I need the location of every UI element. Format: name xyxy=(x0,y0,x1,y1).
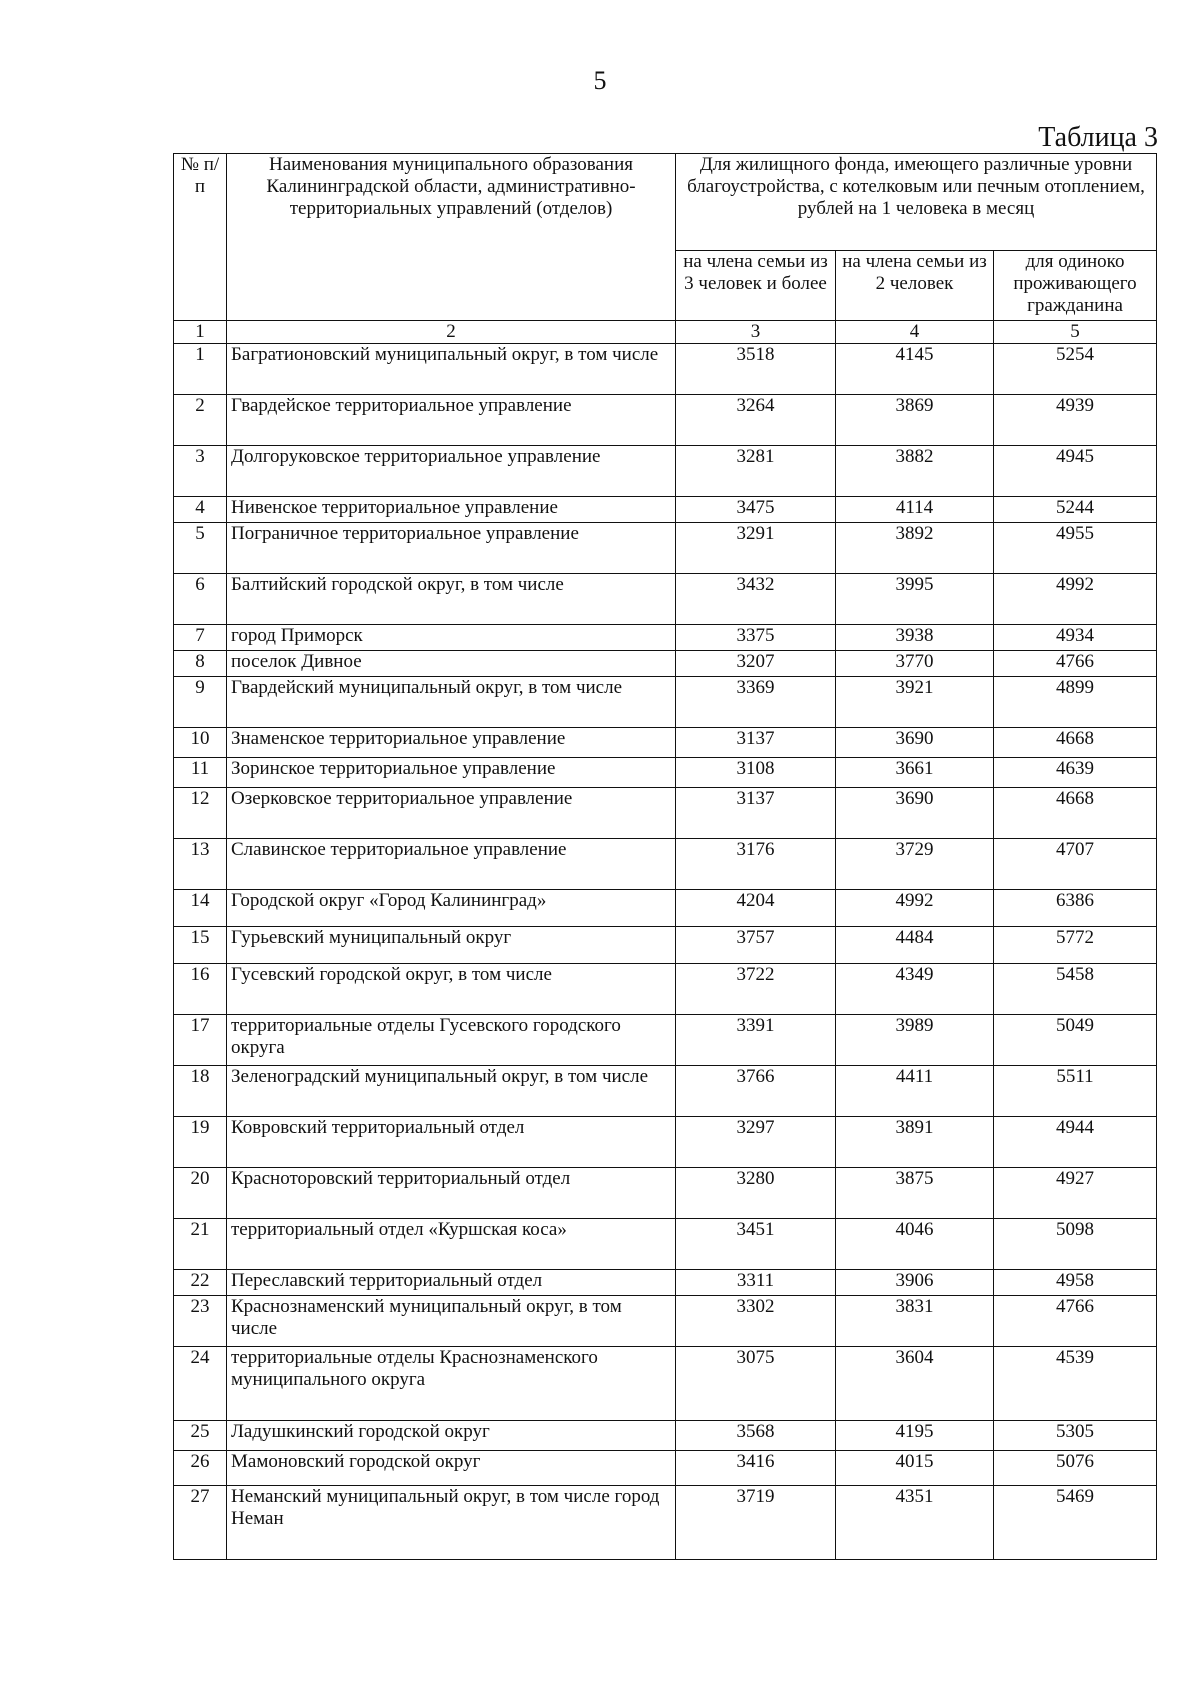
table-row xyxy=(174,890,1157,927)
row-value-single: 4992 xyxy=(994,574,1157,625)
row-value-family-3: 3432 xyxy=(676,574,836,625)
row-value-family-2: 4145 xyxy=(836,344,994,395)
page-number: 5 xyxy=(593,66,607,95)
header-number: № п/п xyxy=(174,154,227,321)
row-value-family-2: 3875 xyxy=(836,1168,994,1219)
row-number: 22 xyxy=(174,1270,227,1296)
row-name: территориальные отделы Краснознаменского муниципального округа xyxy=(227,1347,676,1421)
row-value-family-3: 3719 xyxy=(676,1486,836,1560)
table-row xyxy=(174,574,1157,625)
row-name: территориальные отделы Гусевского городского округа xyxy=(227,1015,676,1066)
table-row xyxy=(174,446,1157,497)
row-value-single: 4899 xyxy=(994,677,1157,728)
row-value-single: 4944 xyxy=(994,1117,1157,1168)
row-value-family-2: 4046 xyxy=(836,1219,994,1270)
table-row xyxy=(174,523,1157,574)
row-value-family-2: 4195 xyxy=(836,1421,994,1451)
row-value-family-3: 3757 xyxy=(676,927,836,964)
row-name: Мамоновский городской округ xyxy=(227,1451,676,1486)
row-value-single: 5305 xyxy=(994,1421,1157,1451)
row-value-single: 5076 xyxy=(994,1451,1157,1486)
row-value-single: 4539 xyxy=(994,1347,1157,1421)
table-row xyxy=(174,728,1157,758)
row-number: 12 xyxy=(174,788,227,839)
row-number: 5 xyxy=(174,523,227,574)
row-number: 21 xyxy=(174,1219,227,1270)
row-name: город Приморск xyxy=(227,625,676,651)
row-value-single: 4668 xyxy=(994,728,1157,758)
row-value-family-2: 4114 xyxy=(836,497,994,523)
row-number: 2 xyxy=(174,395,227,446)
row-name: Гусевский городской округ, в том числе xyxy=(227,964,676,1015)
column-index: 5 xyxy=(994,321,1157,344)
row-value-single: 5772 xyxy=(994,927,1157,964)
row-value-single: 4939 xyxy=(994,395,1157,446)
row-value-single: 4927 xyxy=(994,1168,1157,1219)
row-value-family-2: 4015 xyxy=(836,1451,994,1486)
row-number: 3 xyxy=(174,446,227,497)
row-value-family-2: 3938 xyxy=(836,625,994,651)
row-number: 4 xyxy=(174,497,227,523)
row-value-family-3: 3075 xyxy=(676,1347,836,1421)
row-name: Нивенское территориальное управление xyxy=(227,497,676,523)
row-value-family-3: 3137 xyxy=(676,728,836,758)
row-number: 16 xyxy=(174,964,227,1015)
table-row xyxy=(174,1168,1157,1219)
row-number: 1 xyxy=(174,344,227,395)
row-name: Зеленоградский муниципальный округ, в том числе xyxy=(227,1066,676,1117)
table-row xyxy=(174,1117,1157,1168)
row-value-single: 5254 xyxy=(994,344,1157,395)
row-value-family-2: 3892 xyxy=(836,523,994,574)
row-number: 15 xyxy=(174,927,227,964)
row-value-family-2: 3661 xyxy=(836,758,994,788)
row-number: 23 xyxy=(174,1296,227,1347)
row-name: территориальный отдел «Куршская коса» xyxy=(227,1219,676,1270)
row-name: Зоринское территориальное управление xyxy=(227,758,676,788)
row-value-family-2: 3831 xyxy=(836,1296,994,1347)
row-value-single: 5049 xyxy=(994,1015,1157,1066)
row-number: 17 xyxy=(174,1015,227,1066)
row-value-family-3: 3391 xyxy=(676,1015,836,1066)
row-value-single: 4934 xyxy=(994,625,1157,651)
row-value-single: 4707 xyxy=(994,839,1157,890)
table-row xyxy=(174,651,1157,677)
row-value-family-2: 4411 xyxy=(836,1066,994,1117)
row-value-single: 4958 xyxy=(994,1270,1157,1296)
row-value-family-3: 4204 xyxy=(676,890,836,927)
row-number: 19 xyxy=(174,1117,227,1168)
header-single: для одиноко проживающего гражданина xyxy=(994,251,1157,321)
table-row xyxy=(174,344,1157,395)
row-name: Краснознаменский муниципальный округ, в том числе xyxy=(227,1296,676,1347)
row-value-family-2: 4351 xyxy=(836,1486,994,1560)
row-name: Пограничное территориальное управление xyxy=(227,523,676,574)
column-index: 1 xyxy=(174,321,227,344)
row-number: 13 xyxy=(174,839,227,890)
row-number: 10 xyxy=(174,728,227,758)
row-value-family-3: 3766 xyxy=(676,1066,836,1117)
row-value-family-2: 3882 xyxy=(836,446,994,497)
table-row xyxy=(174,677,1157,728)
column-index: 4 xyxy=(836,321,994,344)
row-number: 6 xyxy=(174,574,227,625)
row-name: Славинское территориальное управление xyxy=(227,839,676,890)
row-name: Багратионовский муниципальный округ, в том числе xyxy=(227,344,676,395)
row-value-family-2: 3869 xyxy=(836,395,994,446)
row-value-family-3: 3375 xyxy=(676,625,836,651)
row-name: Озерковское территориальное управление xyxy=(227,788,676,839)
row-value-single: 4668 xyxy=(994,788,1157,839)
row-name: Гурьевский муниципальный округ xyxy=(227,927,676,964)
row-value-family-3: 3518 xyxy=(676,344,836,395)
row-value-family-2: 3989 xyxy=(836,1015,994,1066)
row-value-family-3: 3722 xyxy=(676,964,836,1015)
table-row xyxy=(174,497,1157,523)
row-value-family-3: 3281 xyxy=(676,446,836,497)
row-value-family-2: 3995 xyxy=(836,574,994,625)
row-name: Ковровский территориальный отдел xyxy=(227,1117,676,1168)
table-row xyxy=(174,1296,1157,1347)
row-number: 18 xyxy=(174,1066,227,1117)
row-value-single: 6386 xyxy=(994,890,1157,927)
row-value-family-2: 3921 xyxy=(836,677,994,728)
row-value-family-3: 3207 xyxy=(676,651,836,677)
row-value-single: 4639 xyxy=(994,758,1157,788)
table-row xyxy=(174,964,1157,1015)
row-name: Переславский территориальный отдел xyxy=(227,1270,676,1296)
table-row xyxy=(174,758,1157,788)
row-name: Красноторовский территориальный отдел xyxy=(227,1168,676,1219)
row-value-family-3: 3369 xyxy=(676,677,836,728)
row-value-family-3: 3297 xyxy=(676,1117,836,1168)
row-number: 24 xyxy=(174,1347,227,1421)
table-row xyxy=(174,625,1157,651)
row-name: Балтийский городской округ, в том числе xyxy=(227,574,676,625)
row-value-family-2: 4349 xyxy=(836,964,994,1015)
table-row xyxy=(174,1486,1157,1560)
row-number: 25 xyxy=(174,1421,227,1451)
table-row xyxy=(174,927,1157,964)
row-name: Городской округ «Город Калининград» xyxy=(227,890,676,927)
row-value-family-3: 3280 xyxy=(676,1168,836,1219)
header-family-2: на члена семьи из 2 человек xyxy=(836,251,994,321)
row-number: 7 xyxy=(174,625,227,651)
row-name: Ладушкинский городской округ xyxy=(227,1421,676,1451)
row-value-family-3: 3475 xyxy=(676,497,836,523)
row-value-single: 4766 xyxy=(994,1296,1157,1347)
row-value-single: 4945 xyxy=(994,446,1157,497)
column-index: 3 xyxy=(676,321,836,344)
row-value-family-2: 3690 xyxy=(836,728,994,758)
row-value-single: 4955 xyxy=(994,523,1157,574)
row-value-family-3: 3137 xyxy=(676,788,836,839)
row-value-family-3: 3176 xyxy=(676,839,836,890)
row-number: 8 xyxy=(174,651,227,677)
row-value-family-3: 3416 xyxy=(676,1451,836,1486)
table-row xyxy=(174,788,1157,839)
row-value-family-2: 3729 xyxy=(836,839,994,890)
table-row xyxy=(174,1347,1157,1421)
row-number: 14 xyxy=(174,890,227,927)
row-name: Долгоруковское территориальное управление xyxy=(227,446,676,497)
row-value-family-3: 3451 xyxy=(676,1219,836,1270)
row-value-family-3: 3291 xyxy=(676,523,836,574)
row-value-single: 4766 xyxy=(994,651,1157,677)
table-row xyxy=(174,395,1157,446)
row-value-single: 5244 xyxy=(994,497,1157,523)
row-value-family-3: 3311 xyxy=(676,1270,836,1296)
row-value-single: 5469 xyxy=(994,1486,1157,1560)
row-value-family-2: 3604 xyxy=(836,1347,994,1421)
row-name: Знаменское территориальное управление xyxy=(227,728,676,758)
row-value-single: 5511 xyxy=(994,1066,1157,1117)
table-row xyxy=(174,1219,1157,1270)
table-row xyxy=(174,1066,1157,1117)
row-value-family-3: 3264 xyxy=(676,395,836,446)
table-row xyxy=(174,839,1157,890)
row-value-family-3: 3568 xyxy=(676,1421,836,1451)
row-number: 11 xyxy=(174,758,227,788)
row-number: 20 xyxy=(174,1168,227,1219)
row-value-family-3: 3108 xyxy=(676,758,836,788)
tariff-table xyxy=(173,153,1157,1560)
header-group: Для жилищного фонда, имеющего различные уровни благоустройства, с котелковым или печным отоплением, рублей на 1 человека в месяц xyxy=(676,154,1157,251)
table-caption: Таблица 3 xyxy=(1038,122,1158,153)
row-number: 27 xyxy=(174,1486,227,1560)
row-number: 9 xyxy=(174,677,227,728)
row-name: Неманский муниципальный округ, в том числе город Неман xyxy=(227,1486,676,1560)
row-value-family-3: 3302 xyxy=(676,1296,836,1347)
row-number: 26 xyxy=(174,1451,227,1486)
row-value-family-2: 3906 xyxy=(836,1270,994,1296)
row-value-family-2: 3690 xyxy=(836,788,994,839)
header-family-3: на члена семьи из 3 человек и более xyxy=(676,251,836,321)
row-value-family-2: 3770 xyxy=(836,651,994,677)
table-row xyxy=(174,1421,1157,1451)
row-value-family-2: 4992 xyxy=(836,890,994,927)
column-index: 2 xyxy=(227,321,676,344)
table-body xyxy=(174,344,1157,1560)
row-value-family-2: 3891 xyxy=(836,1117,994,1168)
row-value-single: 5458 xyxy=(994,964,1157,1015)
row-value-family-2: 4484 xyxy=(836,927,994,964)
table-row xyxy=(174,1015,1157,1066)
row-name: поселок Дивное xyxy=(227,651,676,677)
row-name: Гвардейское территориальное управление xyxy=(227,395,676,446)
column-index-row xyxy=(174,321,1157,344)
row-name: Гвардейский муниципальный округ, в том числе xyxy=(227,677,676,728)
table-row xyxy=(174,1451,1157,1486)
header-name: Наименования муниципального образования Калининградской области, административно-территориальных управлений (отделов) xyxy=(227,154,676,321)
row-value-single: 5098 xyxy=(994,1219,1157,1270)
table-row xyxy=(174,1270,1157,1296)
